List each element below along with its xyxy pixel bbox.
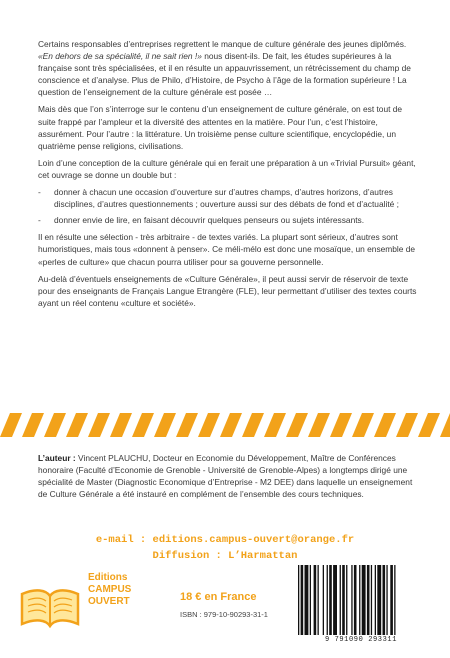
hazard-stripe-divider: [0, 413, 450, 437]
paragraph-2: Mais dès que l’on s’interroge sur le contenu d’un enseignement de culture générale, on est tout de suite frappé par l’ampleur et la diversité des attentes en la matière. Pour l’un, c’est l’histoire, assurément. Pour l’autre : la littérature. Un troisième pense culture scientifique, encyclopédie, un quatrième pense religions, civilisations.: [38, 104, 403, 151]
price: 18 € en France: [180, 591, 257, 603]
isbn: ISBN : 979-10-90293-31-1: [180, 610, 268, 619]
barcode-number: 9 791090 293311: [324, 636, 397, 644]
contact-block: [0, 533, 450, 565]
publisher-logo: [18, 572, 158, 642]
goal-list: [38, 186, 420, 226]
description: [38, 38, 420, 314]
barcode-bars: [296, 565, 426, 635]
barcode: [296, 565, 426, 647]
author-text: Vincent PLAUCHU, Docteur en Economie du Développement, Maître de Conférences honoraire (Faculté d’Economie de Grenoble - Université de Grenoble-Alpes) a longtemps dirigé une spécialité de Master (Diagnostic Economique d’Entreprise - M2 DEE) dans laquelle un enseignement de Culture Générale a été instauré en complément de l’ensemble des cours techniques.: [38, 453, 413, 500]
paragraph-4: Il en résulte une sélection - très arbitraire - de textes variés. La plupart sont sérieux, d’autres sont humoristiques, mais tous «donnent à penser». Ce méli-mélo est donc une mosaïque, un ensemble de «perles de culture» que chacun pourra utiliser pour sa gouverne personnelle.: [38, 232, 416, 267]
email-line: e-mail : editions.campus-ouvert@orange.fr: [95, 534, 355, 546]
diffusion-line: Diffusion : L’Harmattan: [152, 550, 298, 562]
quote: «En dehors de sa spécialité, il ne sait rien !»: [38, 51, 202, 62]
paragraph-3: Loin d’une conception de la culture générale qui en ferait une préparation à un «Trivial Pursuit» géant, cet ouvrage se donne un double but :: [38, 157, 416, 180]
stripe-pattern: [0, 413, 450, 437]
paragraph-5: Au-delà d’éventuels enseignements de «Culture Générale», il peut aussi servir de réservoir de texte pour des enseignants de Français Langue Etrangère (FLE), leur permettant d’utiliser des textes courts ayant un réel contenu «culture et société».: [38, 273, 417, 308]
author-label: L’auteur :: [38, 453, 76, 463]
open-book-icon: [18, 586, 82, 632]
paragraph-1: Certains responsables d’entreprises regrettent le manque de culture générale des jeunes diplômés. «En dehors de sa spécialité, il ne sait rien !» nous disent-ils. De fait, les études supérieures à la française sont très spécialisées, et il en résulte un appauvrissement, un rétrécissement du champ de conscience et d’analyse. Plus de Philo, d’Histoire, de Psycho à l’âge de la formation supérieure ! La question de l’enseignement de la culture générale est posée …: [38, 39, 411, 98]
publisher-name: Editions CAMPUS OUVERT: [88, 572, 132, 607]
list-item: - donner à chacun une occasion d’ouverture sur d’autres champs, d’autres horizons, d’autres disciplines, d’autres questionnements ; ouverture aussi sur des débats de fond et d’actualité ;: [38, 186, 420, 210]
list-item: - donner envie de lire, en faisant découvrir quelques penseurs ou sujets intéressants.: [38, 214, 420, 226]
author-bio: [38, 452, 422, 500]
